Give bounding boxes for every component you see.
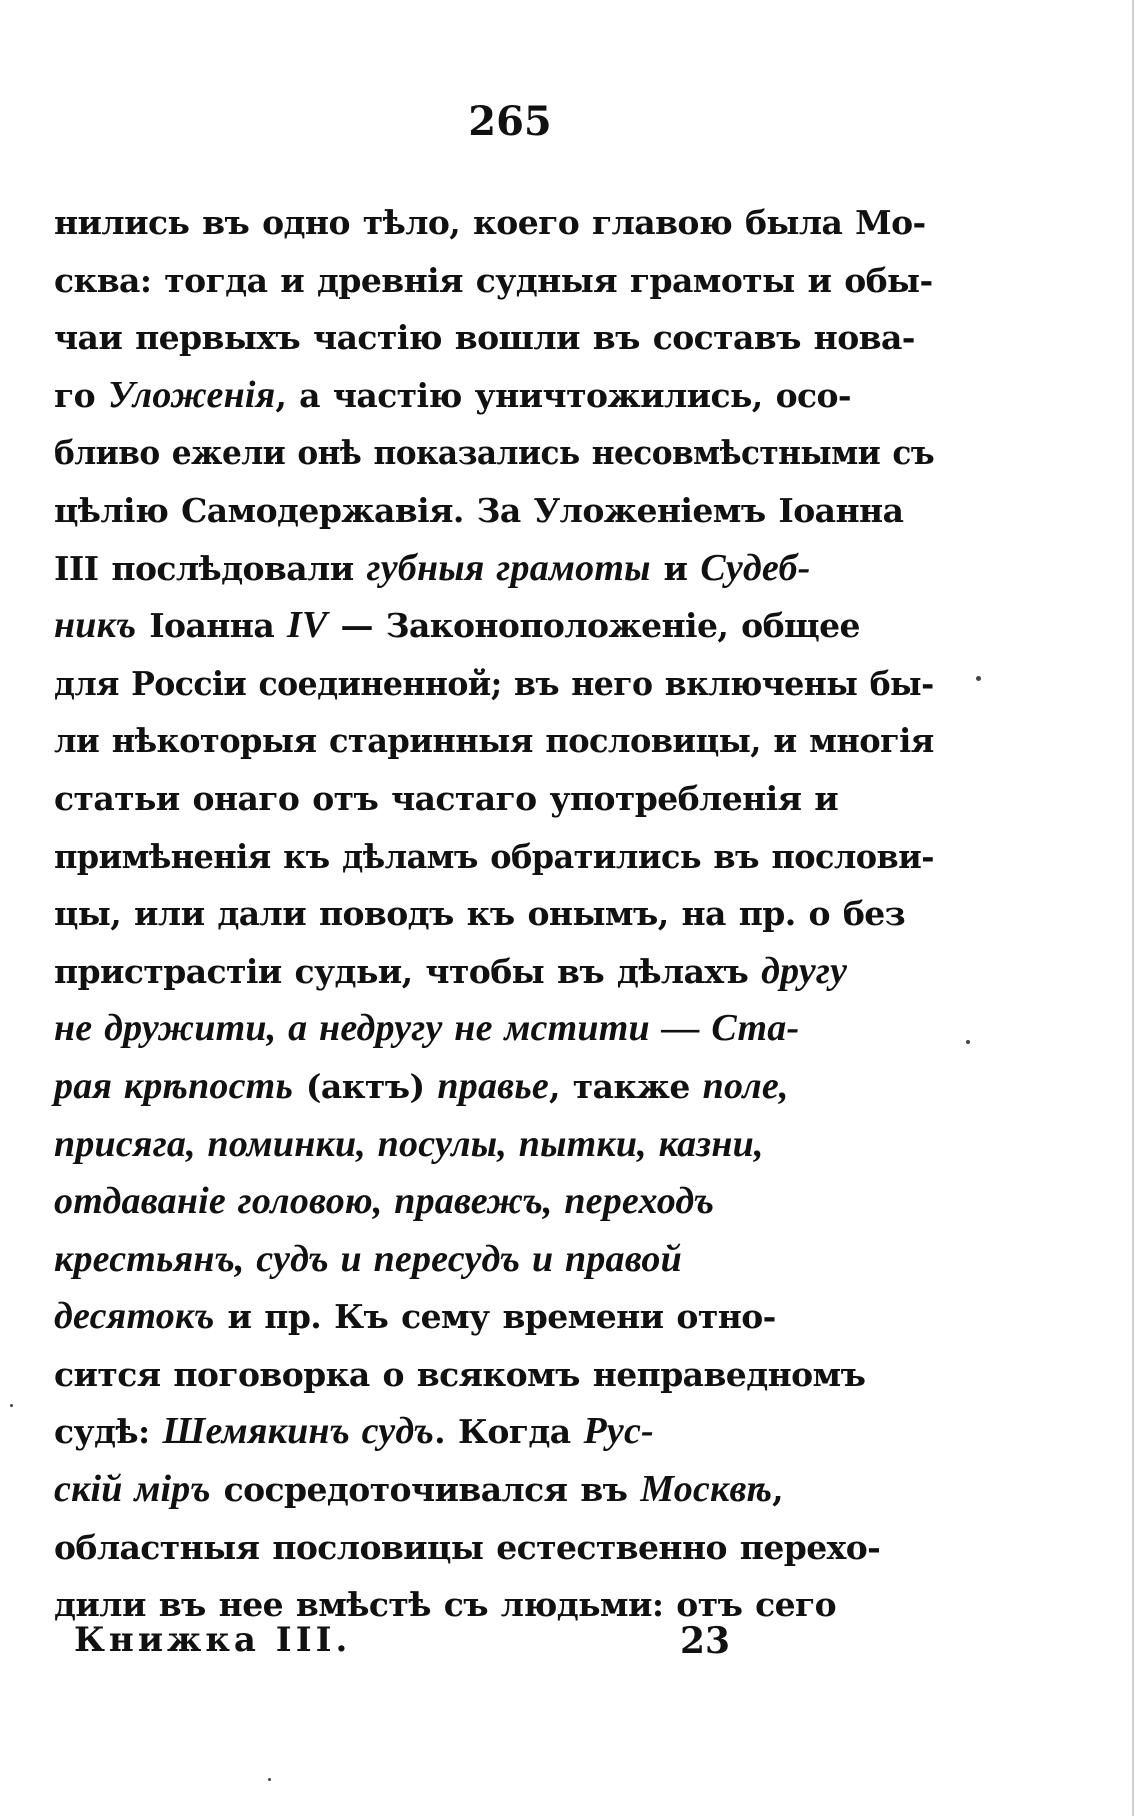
text-line [54,1403,934,1461]
text-run: сосредоточивался въ [210,1470,641,1510]
italic-term: Рус- [583,1410,654,1453]
text-run: примѣненія къ дѣламъ обратились въ послови- [54,836,934,876]
text-body [54,194,934,1634]
text-run: — Законоположеніе, общее [327,606,860,646]
text-run: го [54,375,108,415]
italic-term: не дружити, а недругу не мстити — Ста- [54,1007,800,1050]
text-run: чаи первыхъ частію вошли въ составъ нова- [54,318,915,358]
text-line [54,424,935,482]
scan-speck [966,1040,970,1044]
text-run: III послѣдовали [54,548,367,588]
italic-term: Шемякинъ судъ [162,1410,435,1453]
text-line [54,482,934,540]
text-run: сится поговорка о всякомъ неправедномъ [54,1354,866,1394]
text-line [54,1000,934,1058]
text-run: (актъ) [293,1066,438,1106]
text-run: и пр. Къ сему времени отно- [214,1297,776,1337]
text-line [54,885,934,943]
text-line [54,252,934,310]
text-run: , [772,1470,784,1510]
italic-term: правье [437,1064,549,1107]
italic-term: отдаваніе головою, правежъ, переходъ [54,1180,715,1223]
scan-speck [268,1778,271,1781]
text-line [54,1231,934,1289]
text-line [54,597,934,655]
scan-speck [976,676,981,681]
text-line [54,1116,934,1174]
text-line [54,770,934,828]
italic-term: десятокъ [54,1295,215,1338]
text-run: бливо ежели онѣ показались несовмѣстными съ [54,433,935,473]
italic-term: Судеб- [700,546,811,589]
italic-term: Уложенія [107,373,276,416]
text-run: , также [548,1066,703,1106]
italic-term: присяга, поминки, посулы, пытки, казни, [54,1122,764,1165]
text-run: и [650,548,701,588]
text-run: статьи онаго отъ частаго употребленія и [54,778,839,818]
text-line [54,828,934,886]
text-run: Іоанна [136,606,288,646]
italic-term: поле, [702,1064,789,1107]
text-run: судѣ: [54,1412,163,1452]
page-footer [74,1620,754,1678]
text-run: цѣлію Самодержавія. За Уложеніемъ Іоанна [54,490,904,530]
text-run: дили въ нее вмѣстѣ съ людьми: отъ сего [54,1585,837,1625]
text-run: для Россіи соединенной; въ него включены бы- [54,663,934,703]
page-number: 265 [468,98,552,145]
page-edge-line [1132,0,1134,1816]
scan-speck [10,1404,13,1407]
text-run: . Когда [434,1412,584,1452]
italic-term: рая крѣпость [54,1064,294,1107]
text-line [54,1288,934,1346]
italic-term: Москвѣ [640,1468,773,1511]
text-run: ли нѣкоторыя старинныя пословицы, и многія [54,721,934,761]
text-line [54,1058,934,1116]
text-run: областныя пословицы естественно перехо- [54,1527,881,1567]
sheet-number: 23 [680,1620,731,1662]
italic-term: крестьянъ, судъ и пересудъ и правой [54,1237,682,1280]
text-line [54,655,934,713]
text-run: цы, или дали поводъ къ онымъ, на пр. о без [54,894,906,934]
text-line [54,1173,934,1231]
text-line [54,540,934,598]
italic-term: IV [287,604,328,647]
text-line [54,1519,934,1577]
italic-term: никъ [54,604,137,647]
text-run: пристрастіи судьи, чтобы въ дѣлахъ [54,951,762,991]
text-line [54,712,934,770]
text-line [54,309,934,367]
italic-term: скій міръ [54,1468,211,1511]
text-run: , а частію уничтожились, осо- [275,375,851,415]
text-line [54,1461,934,1519]
text-run: сква: тогда и древнія судныя грамоты и обы- [54,260,933,300]
text-line [54,943,934,1001]
text-line [54,1346,934,1404]
text-run: нились въ одно тѣло, коего главою была Мо- [54,203,926,242]
italic-term: другу [761,949,848,992]
italic-term: губныя грамоты [366,546,651,589]
signature-mark: Книжка III. [74,1620,352,1660]
text-line [54,194,934,252]
text-line [54,367,934,425]
